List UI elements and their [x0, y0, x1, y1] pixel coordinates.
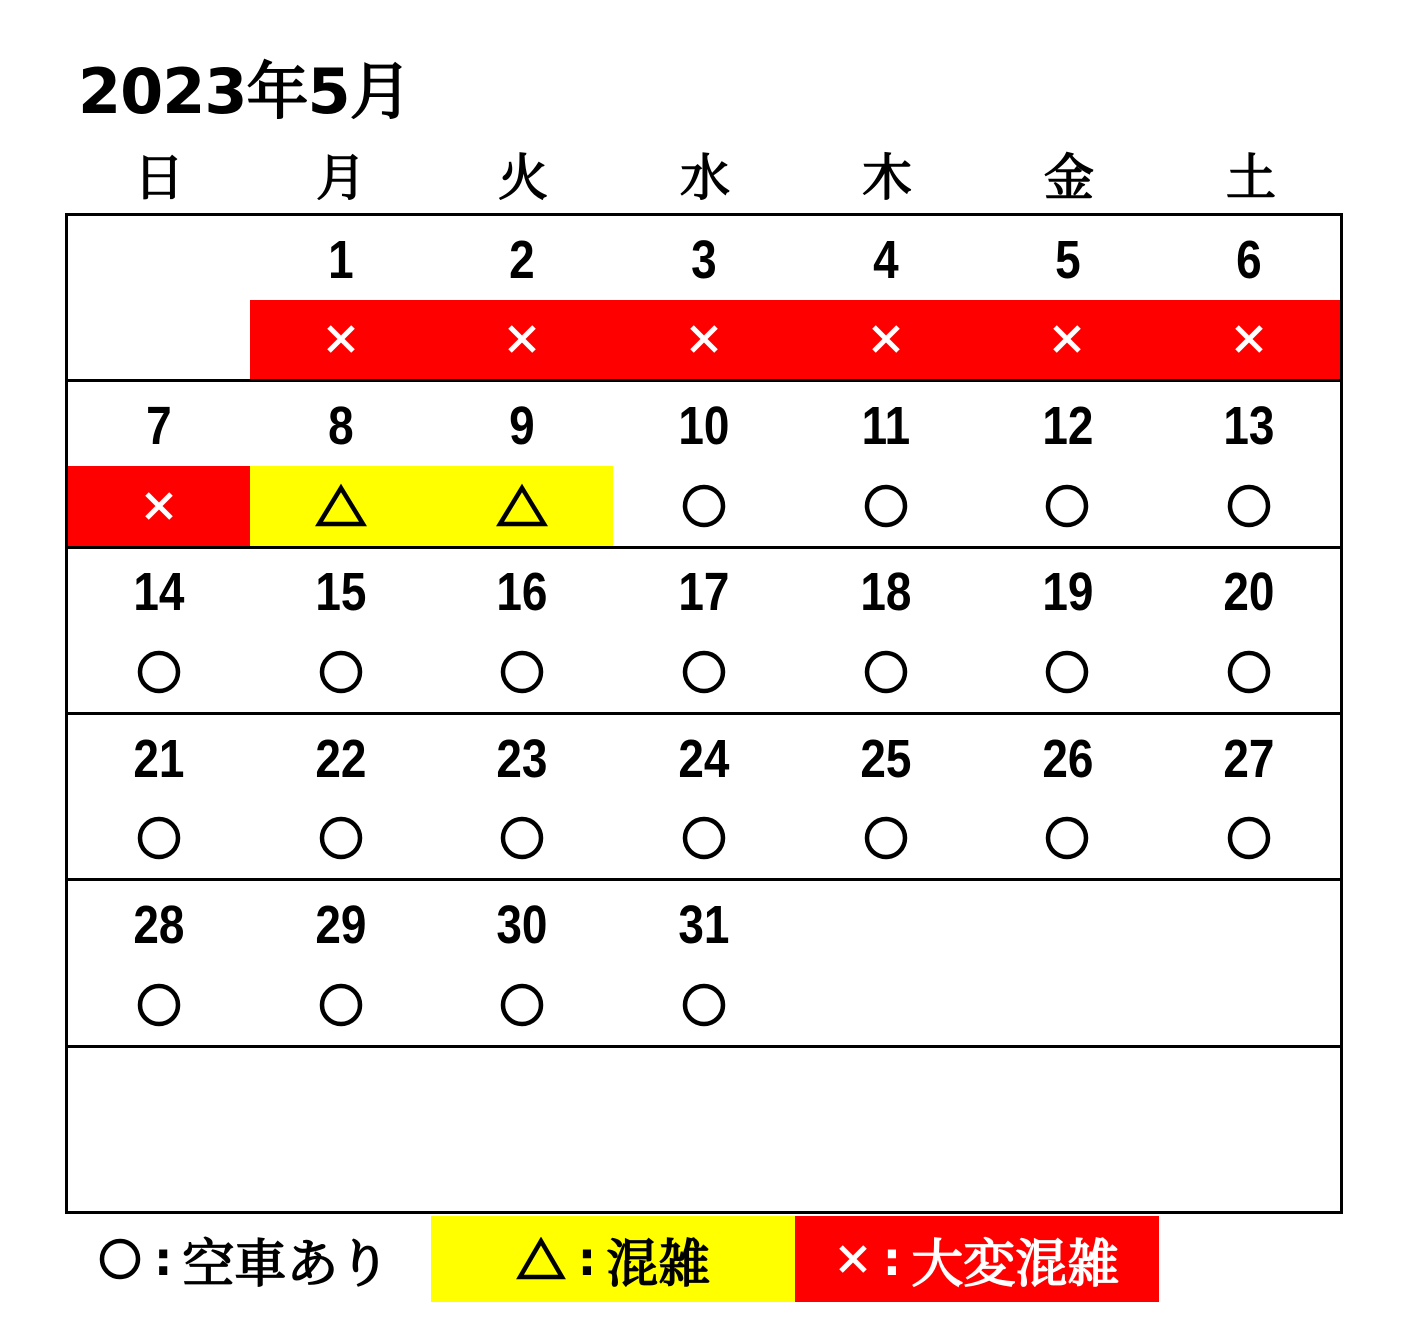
day-status — [977, 1131, 1159, 1211]
page-title: 2023年5月 — [78, 55, 411, 128]
day-status — [68, 300, 250, 380]
day-cell — [795, 549, 977, 712]
circle-icon — [1043, 814, 1091, 862]
day-cell — [1158, 549, 1340, 712]
day-cell — [431, 382, 613, 545]
day-cell — [977, 216, 1159, 379]
cross-icon — [868, 321, 904, 357]
day-number: 22 — [315, 728, 367, 789]
day-number: 27 — [1223, 728, 1275, 789]
day-cell — [250, 881, 432, 1044]
triangle-icon — [495, 483, 549, 529]
day-status — [977, 300, 1159, 380]
day-number — [82, 216, 236, 300]
day-status — [431, 1131, 613, 1211]
day-status — [68, 799, 250, 879]
weekday-fri: 金 — [1044, 149, 1094, 207]
day-number: 28 — [133, 895, 185, 956]
day-status — [431, 466, 613, 546]
day-number: 18 — [860, 562, 912, 623]
day-status — [795, 799, 977, 879]
day-status — [795, 965, 977, 1045]
day-cell — [431, 549, 613, 712]
day-number — [809, 1048, 963, 1132]
day-number: 26 — [1041, 728, 1093, 789]
day-status — [613, 466, 795, 546]
legend-label-crowded: 混雑 — [606, 1234, 711, 1295]
day-status — [1158, 466, 1340, 546]
day-status — [613, 799, 795, 879]
day-cell — [431, 715, 613, 878]
day-status — [613, 632, 795, 712]
day-cell — [250, 549, 432, 712]
day-status — [250, 799, 432, 879]
day-number: 19 — [1041, 562, 1093, 623]
day-number: 24 — [678, 728, 730, 789]
day-cell — [613, 216, 795, 379]
day-status — [977, 466, 1159, 546]
day-cell — [68, 715, 250, 878]
cross-icon — [141, 488, 177, 524]
calendar-grid — [65, 213, 1343, 1214]
day-cell — [1158, 881, 1340, 1044]
day-number: 8 — [327, 396, 354, 457]
day-status — [431, 300, 613, 380]
legend-label-very-crowded: 大変混雑 — [911, 1234, 1120, 1295]
day-cell — [795, 881, 977, 1044]
day-cell — [613, 881, 795, 1044]
day-status — [977, 632, 1159, 712]
circle-icon — [680, 482, 728, 530]
day-number: 17 — [678, 562, 730, 623]
cross-icon — [1049, 321, 1085, 357]
circle-icon — [135, 981, 183, 1029]
day-cell — [250, 715, 432, 878]
cross-icon — [323, 321, 359, 357]
day-cell — [795, 216, 977, 379]
day-status — [1158, 799, 1340, 879]
day-status — [250, 632, 432, 712]
cross-icon — [504, 321, 540, 357]
day-number: 10 — [678, 396, 730, 457]
day-status — [1158, 965, 1340, 1045]
day-status — [1158, 1131, 1340, 1211]
circle-icon — [498, 981, 546, 1029]
day-number: 6 — [1236, 229, 1262, 290]
day-cell — [431, 1048, 613, 1211]
cross-icon — [835, 1241, 871, 1277]
circle-icon — [1225, 648, 1273, 696]
day-cell — [977, 549, 1159, 712]
day-status — [795, 632, 977, 712]
day-cell — [431, 216, 613, 379]
circle-icon — [498, 648, 546, 696]
legend-colon: : — [577, 1232, 597, 1286]
day-status — [68, 466, 250, 546]
week-row — [68, 379, 1340, 545]
weekday-mon: 月 — [316, 149, 366, 207]
day-status — [795, 1131, 977, 1211]
legend-colon: : — [154, 1232, 173, 1286]
day-number: 14 — [133, 562, 185, 623]
day-status — [795, 466, 977, 546]
circle-icon — [1225, 482, 1273, 530]
day-number — [809, 881, 963, 965]
circle-icon — [1043, 648, 1091, 696]
circle-icon — [862, 814, 910, 862]
day-number: 1 — [327, 229, 354, 290]
circle-icon — [1043, 482, 1091, 530]
day-status — [977, 965, 1159, 1045]
circle-icon — [862, 482, 910, 530]
day-status — [613, 965, 795, 1045]
weekday-wed: 水 — [680, 149, 730, 207]
day-number: 4 — [872, 229, 899, 290]
weekday-sun: 日 — [134, 149, 184, 207]
week-row — [68, 216, 1340, 379]
weekday-header — [68, 142, 1342, 214]
day-cell — [68, 382, 250, 545]
day-status — [431, 965, 613, 1045]
day-cell — [1158, 1048, 1340, 1211]
day-cell — [977, 881, 1159, 1044]
day-number: 23 — [496, 728, 548, 789]
day-number — [990, 881, 1144, 965]
legend-available — [98, 1216, 418, 1302]
day-number — [1172, 1048, 1326, 1132]
day-status — [250, 466, 432, 546]
day-cell — [250, 382, 432, 545]
triangle-icon — [314, 483, 368, 529]
circle-icon — [98, 1237, 142, 1281]
circle-icon — [135, 814, 183, 862]
day-number — [263, 1048, 417, 1132]
day-cell — [795, 715, 977, 878]
day-cell — [250, 216, 432, 379]
day-number — [445, 1048, 599, 1132]
day-status — [68, 1131, 250, 1211]
day-number — [1172, 881, 1326, 965]
day-number: 13 — [1223, 396, 1275, 457]
day-cell — [1158, 715, 1340, 878]
day-number: 2 — [509, 229, 536, 290]
day-cell — [977, 715, 1159, 878]
day-status — [68, 632, 250, 712]
weekday-sat: 土 — [1226, 149, 1276, 207]
cross-icon — [686, 321, 722, 357]
day-cell — [250, 1048, 432, 1211]
day-number: 9 — [509, 396, 536, 457]
circle-icon — [680, 814, 728, 862]
day-status — [613, 1131, 795, 1211]
day-status — [431, 632, 613, 712]
day-number — [990, 1048, 1144, 1132]
day-cell — [1158, 382, 1340, 545]
day-number: 5 — [1054, 229, 1081, 290]
day-cell — [613, 715, 795, 878]
day-cell — [795, 382, 977, 545]
day-status — [1158, 300, 1340, 380]
weekday-tue: 火 — [498, 149, 548, 207]
cross-icon — [1231, 321, 1267, 357]
day-cell — [613, 1048, 795, 1211]
day-cell — [977, 382, 1159, 545]
day-cell — [1158, 216, 1340, 379]
circle-icon — [680, 648, 728, 696]
day-status — [613, 300, 795, 380]
legend-very-crowded — [795, 1216, 1159, 1302]
day-number: 16 — [496, 562, 548, 623]
day-cell — [68, 881, 250, 1044]
day-number: 7 — [146, 396, 172, 457]
day-cell — [68, 549, 250, 712]
day-number: 15 — [315, 562, 367, 623]
day-number: 3 — [691, 229, 717, 290]
legend-crowded — [431, 1216, 795, 1302]
day-number: 11 — [861, 396, 910, 457]
day-cell — [613, 382, 795, 545]
day-cell — [68, 216, 250, 379]
day-cell — [431, 881, 613, 1044]
day-number — [82, 1048, 236, 1132]
week-row — [68, 1045, 1340, 1211]
circle-icon — [862, 648, 910, 696]
day-cell — [68, 1048, 250, 1211]
circle-icon — [317, 648, 365, 696]
day-number: 29 — [315, 895, 367, 956]
day-number: 30 — [496, 895, 548, 956]
day-status — [250, 1131, 432, 1211]
day-number: 12 — [1041, 396, 1093, 457]
legend-colon: : — [882, 1232, 902, 1286]
day-number: 21 — [133, 728, 185, 789]
day-status — [1158, 632, 1340, 712]
day-cell — [795, 1048, 977, 1211]
day-status — [795, 300, 977, 380]
circle-icon — [1225, 814, 1273, 862]
circle-icon — [680, 981, 728, 1029]
day-cell — [977, 1048, 1159, 1211]
day-status — [68, 965, 250, 1045]
week-row — [68, 546, 1340, 712]
circle-icon — [135, 648, 183, 696]
triangle-icon — [516, 1237, 566, 1281]
day-status — [977, 799, 1159, 879]
day-number: 31 — [678, 895, 730, 956]
circle-icon — [317, 981, 365, 1029]
week-row — [68, 712, 1340, 878]
day-status — [431, 799, 613, 879]
week-row — [68, 878, 1340, 1044]
day-number: 20 — [1223, 562, 1275, 623]
day-number: 25 — [860, 728, 912, 789]
day-status — [250, 965, 432, 1045]
legend-label-available: 空車あり — [182, 1234, 391, 1295]
day-cell — [613, 549, 795, 712]
circle-icon — [498, 814, 546, 862]
day-number — [627, 1048, 781, 1132]
weekday-thu: 木 — [862, 149, 912, 207]
circle-icon — [317, 814, 365, 862]
day-status — [250, 300, 432, 380]
